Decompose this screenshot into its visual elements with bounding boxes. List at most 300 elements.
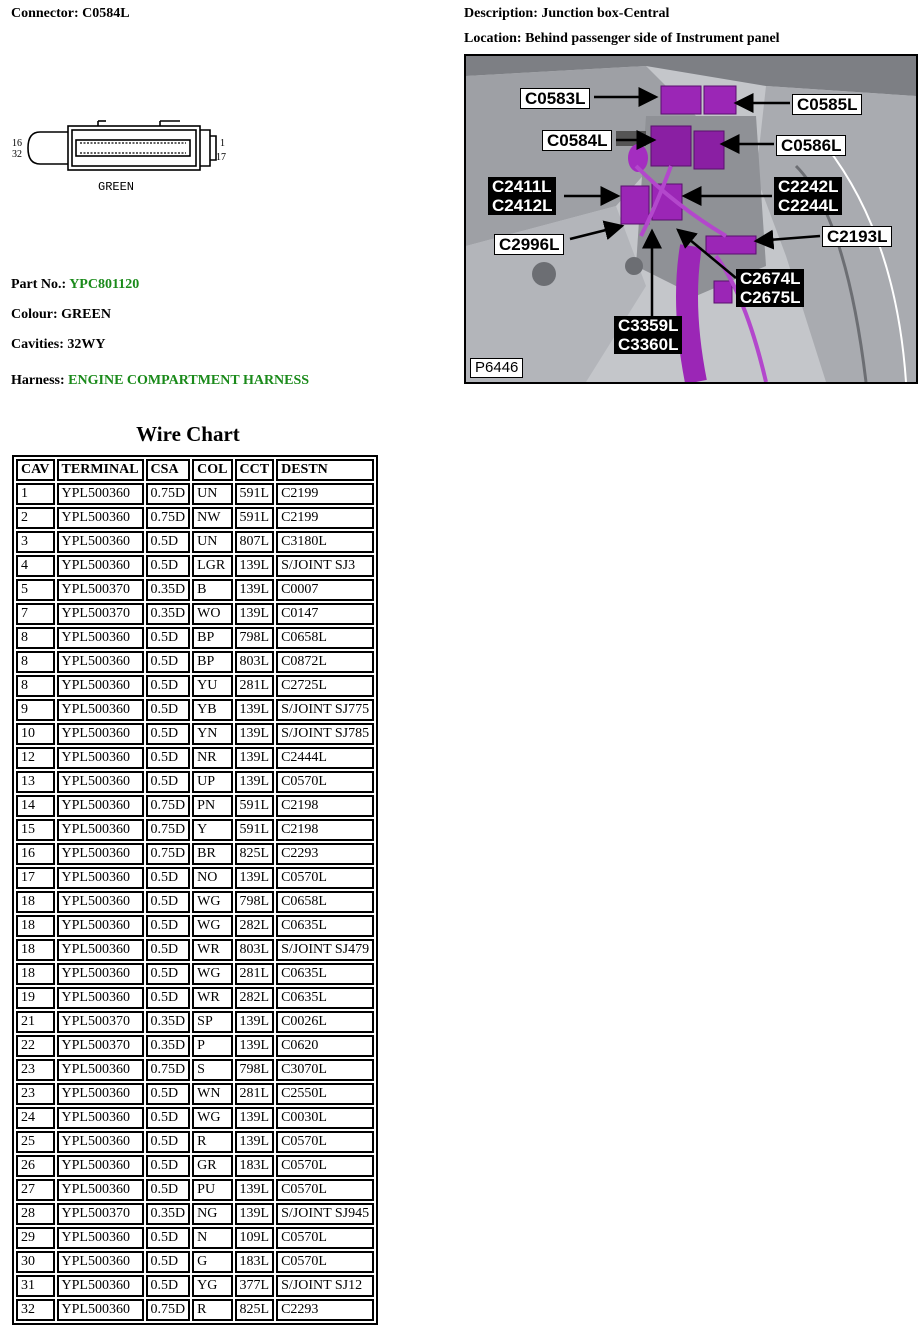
cavities-label: Cavities: <box>11 337 64 352</box>
cell-csa: 0.75D <box>146 483 191 505</box>
cell-cav: 8 <box>16 651 55 673</box>
cell-csa: 0.5D <box>146 555 191 577</box>
cell-cav: 5 <box>16 579 55 601</box>
cell-cav: 21 <box>16 1011 55 1033</box>
cell-csa: 0.5D <box>146 1275 191 1297</box>
cell-cct: 139L <box>235 699 275 721</box>
cell-col: GR <box>192 1155 232 1177</box>
cell-csa: 0.5D <box>146 747 191 769</box>
cell-cct: 109L <box>235 1227 275 1249</box>
cell-cct: 591L <box>235 507 275 529</box>
cell-terminal: YPL500360 <box>57 1227 144 1249</box>
cell-cav: 29 <box>16 1227 55 1249</box>
cell-destn: C2199 <box>276 483 374 505</box>
cell-cav: 22 <box>16 1035 55 1057</box>
cell-terminal: YPL500360 <box>57 1131 144 1153</box>
cell-cav: 18 <box>16 915 55 937</box>
cell-csa: 0.35D <box>146 1035 191 1057</box>
table-row <box>16 963 374 985</box>
table-row <box>16 1299 374 1321</box>
cell-terminal: YPL500360 <box>57 699 144 721</box>
cell-terminal: YPL500360 <box>57 507 144 529</box>
cell-destn: C0147 <box>276 603 374 625</box>
cell-col: WN <box>192 1083 232 1105</box>
cell-cct: 139L <box>235 1203 275 1225</box>
cell-cav: 23 <box>16 1083 55 1105</box>
cell-col: NR <box>192 747 232 769</box>
cell-cct: 139L <box>235 747 275 769</box>
pin-16-label: 16 <box>12 138 22 149</box>
table-row <box>16 867 374 889</box>
cell-cav: 7 <box>16 603 55 625</box>
cell-terminal: YPL500360 <box>57 1251 144 1273</box>
cell-terminal: YPL500360 <box>57 1155 144 1177</box>
cell-cav: 32 <box>16 1299 55 1321</box>
cell-terminal: YPL500360 <box>57 1059 144 1081</box>
description-label: Description: <box>464 6 538 21</box>
cell-cav: 17 <box>16 867 55 889</box>
table-row <box>16 1203 374 1225</box>
cell-cct: 377L <box>235 1275 275 1297</box>
cell-csa: 0.35D <box>146 1011 191 1033</box>
cell-col: S <box>192 1059 232 1081</box>
cell-col: WG <box>192 963 232 985</box>
cell-terminal: YPL500360 <box>57 891 144 913</box>
cell-destn: C0026L <box>276 1011 374 1033</box>
table-row <box>16 1107 374 1129</box>
table-row <box>16 699 374 721</box>
cell-cct: 139L <box>235 1011 275 1033</box>
cell-destn: C0635L <box>276 963 374 985</box>
cell-cav: 23 <box>16 1059 55 1081</box>
cell-cav: 8 <box>16 675 55 697</box>
callout-c0583l: C0583L <box>520 88 590 109</box>
cell-terminal: YPL500360 <box>57 723 144 745</box>
connector-value: C0584L <box>82 6 130 21</box>
cell-col: UN <box>192 483 232 505</box>
cell-cav: 12 <box>16 747 55 769</box>
cell-destn: C0872L <box>276 651 374 673</box>
callout-c2675l: C2675L <box>740 288 801 307</box>
cell-destn: C0007 <box>276 579 374 601</box>
cell-cct: 798L <box>235 1059 275 1081</box>
cell-destn: C0570L <box>276 867 374 889</box>
table-row <box>16 531 374 553</box>
cell-cct: 798L <box>235 627 275 649</box>
callout-c2244l: C2244L <box>778 196 839 215</box>
part-no-label: Part No.: <box>11 277 67 292</box>
cell-terminal: YPL500360 <box>57 1179 144 1201</box>
cell-csa: 0.5D <box>146 891 191 913</box>
callout-c2411l: C2411L <box>492 177 552 196</box>
harness-link[interactable]: ENGINE COMPARTMENT HARNESS <box>68 373 310 388</box>
cell-cct: 183L <box>235 1251 275 1273</box>
cell-destn: S/JOINT SJ945 <box>276 1203 374 1225</box>
cell-col: R <box>192 1299 232 1321</box>
cell-csa: 0.5D <box>146 915 191 937</box>
cell-csa: 0.5D <box>146 1179 191 1201</box>
cell-cct: 281L <box>235 675 275 697</box>
cell-terminal: YPL500360 <box>57 483 144 505</box>
cell-destn: C0620 <box>276 1035 374 1057</box>
cell-destn: C0570L <box>276 1251 374 1273</box>
colour-value: GREEN <box>61 307 111 322</box>
cell-destn: C0570L <box>276 1131 374 1153</box>
cell-col: LGR <box>192 555 232 577</box>
cell-csa: 0.75D <box>146 795 191 817</box>
table-row <box>16 675 374 697</box>
cavities-info <box>11 337 106 353</box>
cell-cav: 10 <box>16 723 55 745</box>
cell-cav: 9 <box>16 699 55 721</box>
cell-destn: C0635L <box>276 915 374 937</box>
cell-cct: 825L <box>235 843 275 865</box>
cell-destn: S/JOINT SJ479 <box>276 939 374 961</box>
callout-c3359l: C3359L <box>618 316 679 335</box>
cell-cct: 139L <box>235 771 275 793</box>
cell-cct: 807L <box>235 531 275 553</box>
cell-csa: 0.75D <box>146 819 191 841</box>
cell-col: Y <box>192 819 232 841</box>
cell-cav: 24 <box>16 1107 55 1129</box>
cell-cav: 1 <box>16 483 55 505</box>
cell-cct: 139L <box>235 723 275 745</box>
cell-terminal: YPL500360 <box>57 987 144 1009</box>
cell-cct: 139L <box>235 867 275 889</box>
cell-terminal: YPL500370 <box>57 579 144 601</box>
cell-csa: 0.5D <box>146 531 191 553</box>
cell-cav: 26 <box>16 1155 55 1177</box>
cell-csa: 0.75D <box>146 1059 191 1081</box>
cell-cct: 139L <box>235 603 275 625</box>
cell-col: WG <box>192 891 232 913</box>
description-info <box>464 6 669 22</box>
cell-cct: 139L <box>235 1179 275 1201</box>
harness-info <box>11 373 309 389</box>
table-row <box>16 1155 374 1177</box>
table-row <box>16 795 374 817</box>
table-row <box>16 1275 374 1297</box>
table-row <box>16 987 374 1009</box>
cell-cct: 591L <box>235 483 275 505</box>
cell-col: WG <box>192 915 232 937</box>
part-no-link[interactable]: YPC801120 <box>69 277 140 292</box>
cell-cav: 18 <box>16 891 55 913</box>
cell-csa: 0.5D <box>146 675 191 697</box>
cell-destn: C0570L <box>276 1155 374 1177</box>
cell-csa: 0.5D <box>146 1131 191 1153</box>
cell-terminal: YPL500360 <box>57 819 144 841</box>
table-row <box>16 483 374 505</box>
wire-chart-header-row <box>16 459 374 481</box>
cell-terminal: YPL500360 <box>57 795 144 817</box>
cell-col: WR <box>192 939 232 961</box>
table-row <box>16 843 374 865</box>
table-row <box>16 723 374 745</box>
table-row <box>16 651 374 673</box>
cell-destn: C0570L <box>276 1179 374 1201</box>
header-col: COL <box>192 459 232 481</box>
table-row <box>16 579 374 601</box>
table-row <box>16 1179 374 1201</box>
cell-col: P <box>192 1035 232 1057</box>
cell-csa: 0.5D <box>146 963 191 985</box>
cell-cav: 25 <box>16 1131 55 1153</box>
cell-cav: 18 <box>16 963 55 985</box>
cell-terminal: YPL500360 <box>57 555 144 577</box>
table-row <box>16 891 374 913</box>
cell-csa: 0.5D <box>146 699 191 721</box>
connector-info <box>11 6 130 22</box>
cell-destn: C2198 <box>276 795 374 817</box>
cell-cav: 27 <box>16 1179 55 1201</box>
cell-destn: C3070L <box>276 1059 374 1081</box>
header-csa: CSA <box>146 459 191 481</box>
location-value: Behind passenger side of Instrument panel <box>525 31 780 46</box>
cell-col: YU <box>192 675 232 697</box>
cell-terminal: YPL500360 <box>57 651 144 673</box>
cell-terminal: YPL500370 <box>57 1011 144 1033</box>
cell-terminal: YPL500360 <box>57 867 144 889</box>
cell-csa: 0.75D <box>146 507 191 529</box>
cell-cct: 282L <box>235 915 275 937</box>
cell-col: YG <box>192 1275 232 1297</box>
cell-cct: 798L <box>235 891 275 913</box>
table-row <box>16 747 374 769</box>
cell-destn: S/JOINT SJ12 <box>276 1275 374 1297</box>
cell-csa: 0.5D <box>146 723 191 745</box>
cell-csa: 0.35D <box>146 603 191 625</box>
cell-col: YB <box>192 699 232 721</box>
cell-terminal: YPL500360 <box>57 1083 144 1105</box>
wire-chart-title: Wire Chart <box>136 422 240 446</box>
cell-csa: 0.75D <box>146 1299 191 1321</box>
part-no-info <box>11 277 139 293</box>
cavities-value: 32WY <box>67 337 106 352</box>
table-row <box>16 1059 374 1081</box>
cell-cct: 825L <box>235 1299 275 1321</box>
cell-cct: 139L <box>235 1131 275 1153</box>
table-row <box>16 819 374 841</box>
cell-terminal: YPL500360 <box>57 1275 144 1297</box>
table-row <box>16 603 374 625</box>
cell-csa: 0.35D <box>146 579 191 601</box>
table-row <box>16 1131 374 1153</box>
cell-col: WR <box>192 987 232 1009</box>
cell-col: BP <box>192 651 232 673</box>
table-row <box>16 1035 374 1057</box>
cell-destn: C2444L <box>276 747 374 769</box>
callout-c0585l: C0585L <box>792 94 862 115</box>
cell-destn: S/JOINT SJ775 <box>276 699 374 721</box>
cell-destn: C0658L <box>276 891 374 913</box>
cell-cct: 591L <box>235 819 275 841</box>
wire-chart-body <box>16 483 374 1321</box>
table-row <box>16 1251 374 1273</box>
cell-col: G <box>192 1251 232 1273</box>
cell-cct: 803L <box>235 651 275 673</box>
cell-csa: 0.5D <box>146 1107 191 1129</box>
cell-terminal: YPL500370 <box>57 1203 144 1225</box>
cell-csa: 0.35D <box>146 1203 191 1225</box>
cell-cav: 18 <box>16 939 55 961</box>
cell-csa: 0.5D <box>146 1155 191 1177</box>
cell-destn: C0030L <box>276 1107 374 1129</box>
cell-col: BR <box>192 843 232 865</box>
cell-destn: C0570L <box>276 1227 374 1249</box>
cell-terminal: YPL500360 <box>57 843 144 865</box>
header-cct: CCT <box>235 459 275 481</box>
cell-cav: 4 <box>16 555 55 577</box>
cell-terminal: YPL500360 <box>57 939 144 961</box>
cell-terminal: YPL500360 <box>57 675 144 697</box>
pin-32-label: 32 <box>12 149 22 160</box>
cell-cct: 282L <box>235 987 275 1009</box>
cell-destn: C2199 <box>276 507 374 529</box>
cell-cav: 30 <box>16 1251 55 1273</box>
cell-destn: C2198 <box>276 819 374 841</box>
cell-destn: C2550L <box>276 1083 374 1105</box>
cell-cav: 3 <box>16 531 55 553</box>
cell-col: WO <box>192 603 232 625</box>
cell-terminal: YPL500360 <box>57 771 144 793</box>
table-row <box>16 915 374 937</box>
cell-cav: 15 <box>16 819 55 841</box>
header-cav: CAV <box>16 459 55 481</box>
table-row <box>16 555 374 577</box>
table-row <box>16 627 374 649</box>
cell-csa: 0.5D <box>146 771 191 793</box>
callout-c2674l-c2675l <box>736 269 804 307</box>
cell-terminal: YPL500370 <box>57 1035 144 1057</box>
location-info <box>464 31 780 47</box>
callout-c0586l: C0586L <box>776 135 846 156</box>
cell-cct: 139L <box>235 579 275 601</box>
cell-terminal: YPL500370 <box>57 603 144 625</box>
cell-csa: 0.5D <box>146 1227 191 1249</box>
callout-c2193l: C2193L <box>822 226 892 247</box>
table-row <box>16 1083 374 1105</box>
colour-label: Colour: <box>11 307 58 322</box>
cell-col: B <box>192 579 232 601</box>
cell-cct: 183L <box>235 1155 275 1177</box>
cell-col: UN <box>192 531 232 553</box>
table-row <box>16 939 374 961</box>
cell-destn: C0570L <box>276 771 374 793</box>
cell-destn: C2725L <box>276 675 374 697</box>
cell-cct: 281L <box>235 1083 275 1105</box>
table-row <box>16 1227 374 1249</box>
description-value: Junction box-Central <box>541 6 670 21</box>
callout-c2996l: C2996L <box>494 234 564 255</box>
header-terminal: TERMINAL <box>57 459 144 481</box>
cell-destn: C0635L <box>276 987 374 1009</box>
cell-col: UP <box>192 771 232 793</box>
callout-c3359l-c3360l <box>614 316 682 354</box>
cell-cav: 14 <box>16 795 55 817</box>
photo-id-label: P6446 <box>470 358 523 378</box>
cell-terminal: YPL500360 <box>57 1107 144 1129</box>
cell-destn: C3180L <box>276 531 374 553</box>
cell-col: PN <box>192 795 232 817</box>
cell-cav: 31 <box>16 1275 55 1297</box>
cell-cav: 19 <box>16 987 55 1009</box>
callout-c2674l: C2674L <box>740 269 801 288</box>
connector-label: Connector: <box>11 6 79 21</box>
cell-destn: C2293 <box>276 1299 374 1321</box>
cell-cct: 139L <box>235 1107 275 1129</box>
cell-cav: 8 <box>16 627 55 649</box>
cell-cct: 281L <box>235 963 275 985</box>
callout-c0584l: C0584L <box>542 130 612 151</box>
cell-col: NO <box>192 867 232 889</box>
cell-destn: C0658L <box>276 627 374 649</box>
cell-col: YN <box>192 723 232 745</box>
colour-info <box>11 307 111 323</box>
cell-cav: 13 <box>16 771 55 793</box>
cell-cct: 139L <box>235 1035 275 1057</box>
cell-terminal: YPL500360 <box>57 963 144 985</box>
location-photo <box>464 54 918 384</box>
cell-csa: 0.5D <box>146 1251 191 1273</box>
callout-c3360l: C3360L <box>618 335 679 354</box>
cell-csa: 0.5D <box>146 651 191 673</box>
wire-chart-table <box>12 455 378 1325</box>
table-row <box>16 507 374 529</box>
cell-col: SP <box>192 1011 232 1033</box>
cell-csa: 0.5D <box>146 867 191 889</box>
cell-csa: 0.5D <box>146 939 191 961</box>
cell-csa: 0.5D <box>146 627 191 649</box>
cell-terminal: YPL500360 <box>57 747 144 769</box>
cell-cct: 803L <box>235 939 275 961</box>
cell-col: NG <box>192 1203 232 1225</box>
pin-17-label: 17 <box>216 152 226 163</box>
callout-c2412l: C2412L <box>492 196 553 215</box>
cell-terminal: YPL500360 <box>57 531 144 553</box>
cell-col: PU <box>192 1179 232 1201</box>
cell-csa: 0.5D <box>146 987 191 1009</box>
cell-destn: S/JOINT SJ3 <box>276 555 374 577</box>
cell-cav: 2 <box>16 507 55 529</box>
harness-label: Harness: <box>11 373 65 388</box>
cell-cct: 591L <box>235 795 275 817</box>
callout-c2242l: C2242L <box>778 177 839 196</box>
header-destn: DESTN <box>276 459 374 481</box>
cell-terminal: YPL500360 <box>57 1299 144 1321</box>
cell-col: NW <box>192 507 232 529</box>
cell-destn: S/JOINT SJ785 <box>276 723 374 745</box>
cell-csa: 0.75D <box>146 843 191 865</box>
drawing-color-label: GREEN <box>98 180 135 194</box>
cell-terminal: YPL500360 <box>57 627 144 649</box>
callout-c2411l-c2412l <box>488 177 556 215</box>
connector-drawing <box>10 118 240 198</box>
cell-destn: C2293 <box>276 843 374 865</box>
cell-cav: 28 <box>16 1203 55 1225</box>
cell-col: WG <box>192 1107 232 1129</box>
cell-col: R <box>192 1131 232 1153</box>
callout-c2242l-c2244l <box>774 177 842 215</box>
cell-csa: 0.5D <box>146 1083 191 1105</box>
pin-1-label: 1 <box>220 138 225 149</box>
cell-terminal: YPL500360 <box>57 915 144 937</box>
cell-col: N <box>192 1227 232 1249</box>
cell-cav: 16 <box>16 843 55 865</box>
cell-cct: 139L <box>235 555 275 577</box>
location-label: Location: <box>464 31 522 46</box>
cell-col: BP <box>192 627 232 649</box>
